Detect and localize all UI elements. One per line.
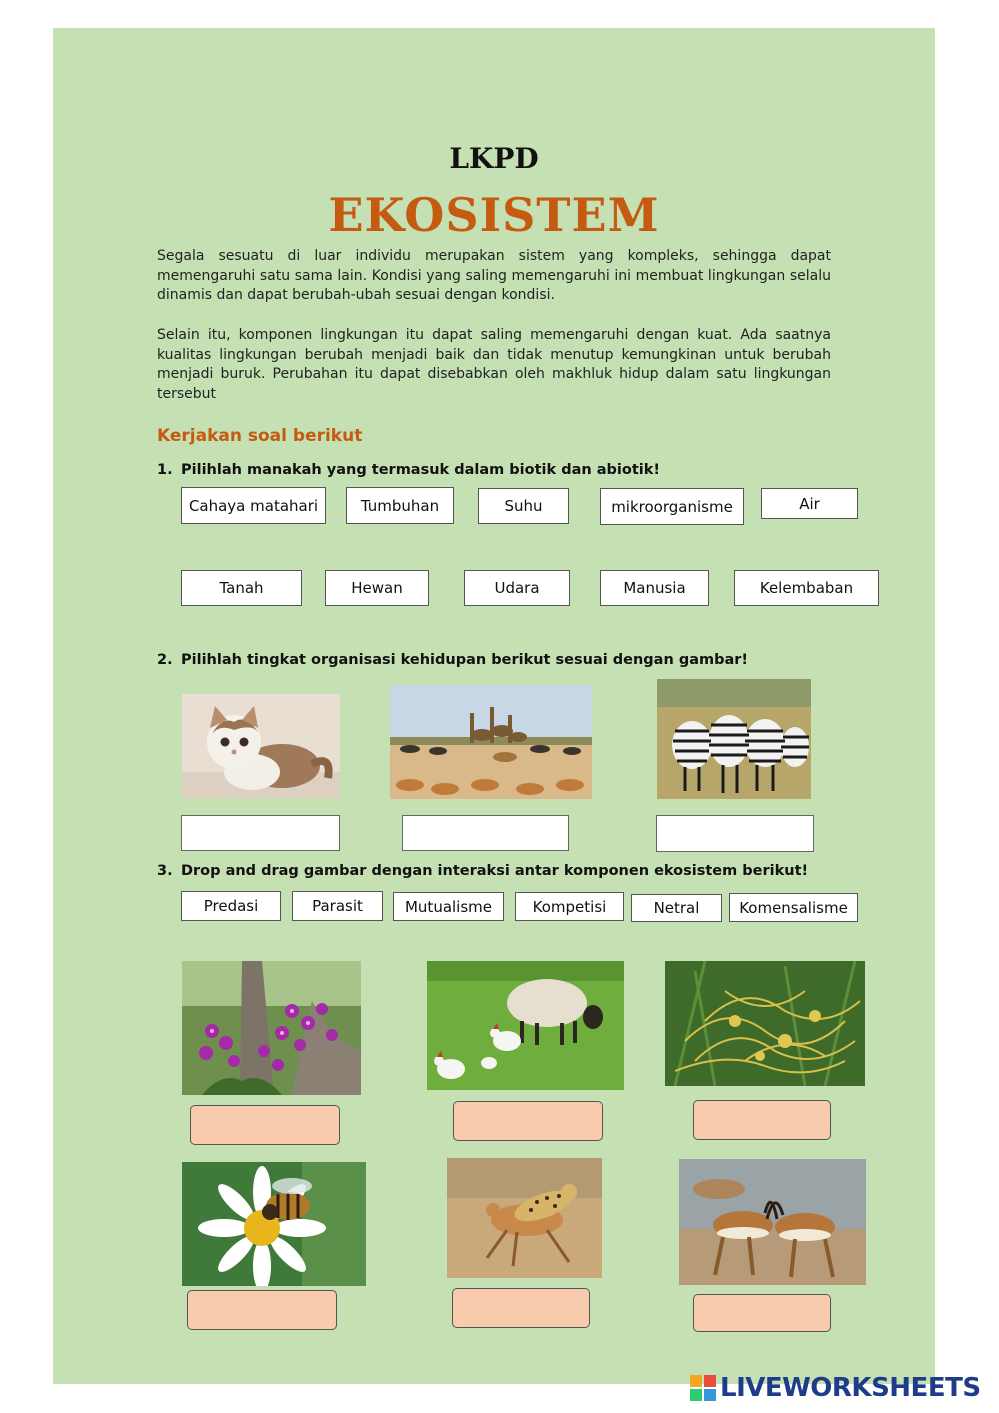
chip-mikroorganisme[interactable]: mikroorganisme — [600, 488, 744, 525]
intro-paragraph-2: Selain itu, komponen lingkungan itu dapat saling memengaruhi dengan kuat. Ada saatnya kualitas lingkungan berubah menjadi baik dan tidak menutup kemungkinan untuk berubah menjadi buruk. Perubahan itu dapat disebabkan oleh makhluk hidup dalam satu lingkungan tersebut — [157, 327, 831, 402]
instruction-heading: Kerjakan soal berikut — [157, 426, 363, 446]
fighting-antelopes-photo — [679, 1159, 866, 1285]
dodder-parasite-photo — [665, 961, 865, 1086]
question-3 — [157, 863, 808, 879]
question-text: Drop and drag gambar dengan interaksi antar komponen ekosistem berikut! — [181, 863, 809, 879]
chip-kelembaban[interactable]: Kelembaban — [734, 570, 879, 606]
page-title: EKOSISTEM — [328, 188, 660, 242]
question-text: Pilihlah tingkat organisasi kehidupan berikut sesuai dengan gambar! — [181, 652, 749, 668]
chip-tanah[interactable]: Tanah — [181, 570, 302, 606]
q2-answer-box-1[interactable] — [181, 815, 340, 851]
chip-suhu[interactable]: Suhu — [478, 488, 569, 524]
savanna-animals-photo — [390, 685, 592, 799]
sheep-and-chickens-photo — [427, 961, 624, 1090]
question-number: 1. — [157, 462, 173, 478]
bee-on-daisy-photo — [182, 1162, 366, 1286]
brand-name: LIVEWORKSHEETS — [720, 1373, 981, 1403]
q3-answer-box-3[interactable] — [693, 1100, 831, 1140]
chip-hewan[interactable]: Hewan — [325, 570, 429, 606]
worksheet-label: LKPD — [449, 142, 539, 175]
orchid-on-tree-photo — [182, 961, 361, 1095]
q3-answer-box-6[interactable] — [693, 1294, 831, 1332]
question-text: Pilihlah manakah yang termasuk dalam biotik dan abiotik! — [181, 462, 660, 478]
chip-parasit[interactable]: Parasit — [292, 891, 383, 921]
worksheet-page — [53, 28, 935, 1384]
question-number: 3. — [157, 863, 173, 879]
intro-paragraph-1: Segala sesuatu di luar individu merupakan sistem yang kompleks, sehingga dapat memengaruhi satu sama lain. Kondisi yang saling memengaruhi ini membuat lingkungan selalu dinamis dan dapat berubah-ubah sesuai dengan kondisi. — [157, 248, 831, 303]
question-2 — [157, 652, 748, 668]
liveworksheets-icon — [690, 1375, 716, 1401]
chip-cahaya-matahari[interactable]: Cahaya matahari — [181, 487, 326, 524]
chip-mutualisme[interactable]: Mutualisme — [393, 892, 504, 921]
chip-netral[interactable]: Netral — [631, 894, 722, 922]
q3-answer-box-2[interactable] — [453, 1101, 603, 1141]
chip-manusia[interactable]: Manusia — [600, 570, 709, 606]
q3-answer-box-5[interactable] — [452, 1288, 590, 1328]
q2-answer-box-2[interactable] — [402, 815, 569, 851]
question-number: 2. — [157, 652, 173, 668]
q2-answer-box-3[interactable] — [656, 815, 814, 852]
chip-komensalisme[interactable]: Komensalisme — [729, 893, 858, 922]
liveworksheets-logo — [690, 1372, 981, 1404]
cheetah-hunting-gazelle-photo — [447, 1158, 602, 1278]
zebra-herd-photo — [657, 679, 811, 799]
chip-predasi[interactable]: Predasi — [181, 891, 281, 921]
q3-answer-box-4[interactable] — [187, 1290, 337, 1330]
chip-kompetisi[interactable]: Kompetisi — [515, 892, 624, 921]
chip-udara[interactable]: Udara — [464, 570, 570, 606]
chip-air[interactable]: Air — [761, 488, 858, 519]
cat-photo — [182, 694, 340, 798]
chip-tumbuhan[interactable]: Tumbuhan — [346, 487, 454, 524]
question-1 — [157, 462, 660, 478]
q3-answer-box-1[interactable] — [190, 1105, 340, 1145]
